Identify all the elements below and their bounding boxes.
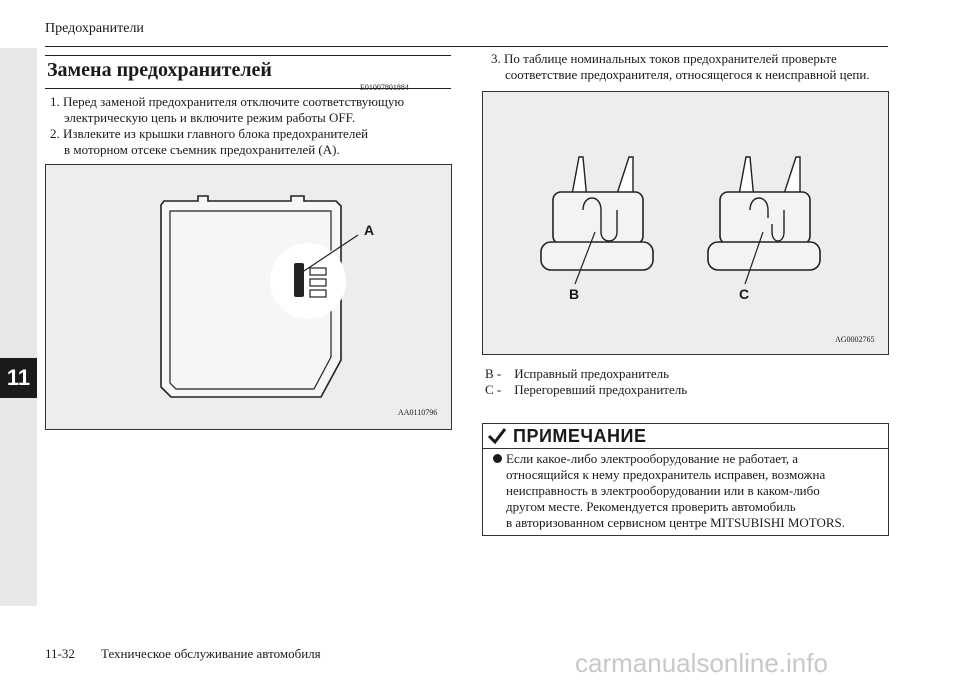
page-number: 11-32 (45, 646, 75, 661)
legend-key-good: B - (485, 366, 502, 381)
step-1-line2: электрическую цепь и включите режим работы OFF. (64, 110, 356, 125)
legend-item-blown (485, 382, 687, 398)
fuse-box-cover-illustration (46, 165, 451, 429)
figure-legend (485, 366, 687, 398)
step-3 (491, 51, 870, 83)
figure2-code: AG0002765 (835, 335, 875, 344)
note-title: ПРИМЕЧАНИЕ (513, 426, 647, 446)
fuse-comparison-figure (482, 91, 889, 355)
legend-item-good (485, 366, 687, 382)
note-line-3: неисправность в электрооборудовании или в каком-либо (506, 483, 820, 498)
note-line-5: в авторизованном сервисном центре MITSUBISHI MOTORS. (506, 515, 846, 530)
blown-fuse-icon (708, 157, 820, 284)
bullet-icon (493, 454, 502, 463)
footer-title: Техническое обслуживание автомобиля (101, 646, 321, 661)
legend-text-good: Исправный предохранитель (514, 366, 670, 381)
legend-key-blown: C - (485, 382, 502, 397)
page-header-title: Предохранители (45, 21, 144, 36)
good-fuse-icon (541, 157, 653, 284)
note-header (483, 424, 888, 449)
section-code: E01007801884 (360, 83, 409, 92)
step-3-line1: 3. По таблице номинальных токов предохранителей проверьте (491, 51, 837, 66)
step-1 (50, 94, 404, 126)
fuse-puller-label: A (364, 222, 375, 238)
step-3-line2: соответствие предохранителя, относящегося к неисправной цепи. (505, 67, 870, 82)
note-box (482, 423, 889, 536)
step-1-line1: 1. Перед заменой предохранителя отключите соответствующую (50, 94, 405, 109)
step-2 (50, 126, 368, 158)
legend-text-blown: Перегоревший предохранитель (514, 382, 688, 397)
note-line-2: относящийся к нему предохранитель исправен, возможна (506, 467, 826, 482)
step-2-line1: 2. Извлеките из крышки главного блока предохранителей (50, 126, 369, 141)
figure1-code: AA0110796 (398, 408, 438, 417)
section-title: Замена предохранителей (47, 59, 272, 81)
note-body (493, 451, 883, 531)
chapter-tab[interactable]: 11 (0, 358, 37, 398)
watermark-text: carmanualsonline.info (575, 648, 828, 678)
blown-fuse-label: C (739, 286, 750, 302)
chapter-sidebar (0, 48, 37, 606)
note-line-1-text: Если какое-либо электрооборудование не работает, а (506, 451, 799, 466)
step-2-line2: в моторном отсеке съемник предохранителей (A). (64, 142, 340, 157)
note-line-1 (493, 451, 883, 467)
fuse-box-cover-figure (45, 164, 452, 430)
note-line-4: другом месте. Рекомендуется проверить автомобиль (506, 499, 796, 514)
header-divider (45, 46, 888, 47)
good-fuse-label: B (569, 286, 580, 302)
fuse-comparison-illustration (483, 92, 888, 354)
checkmark-icon (487, 426, 507, 446)
